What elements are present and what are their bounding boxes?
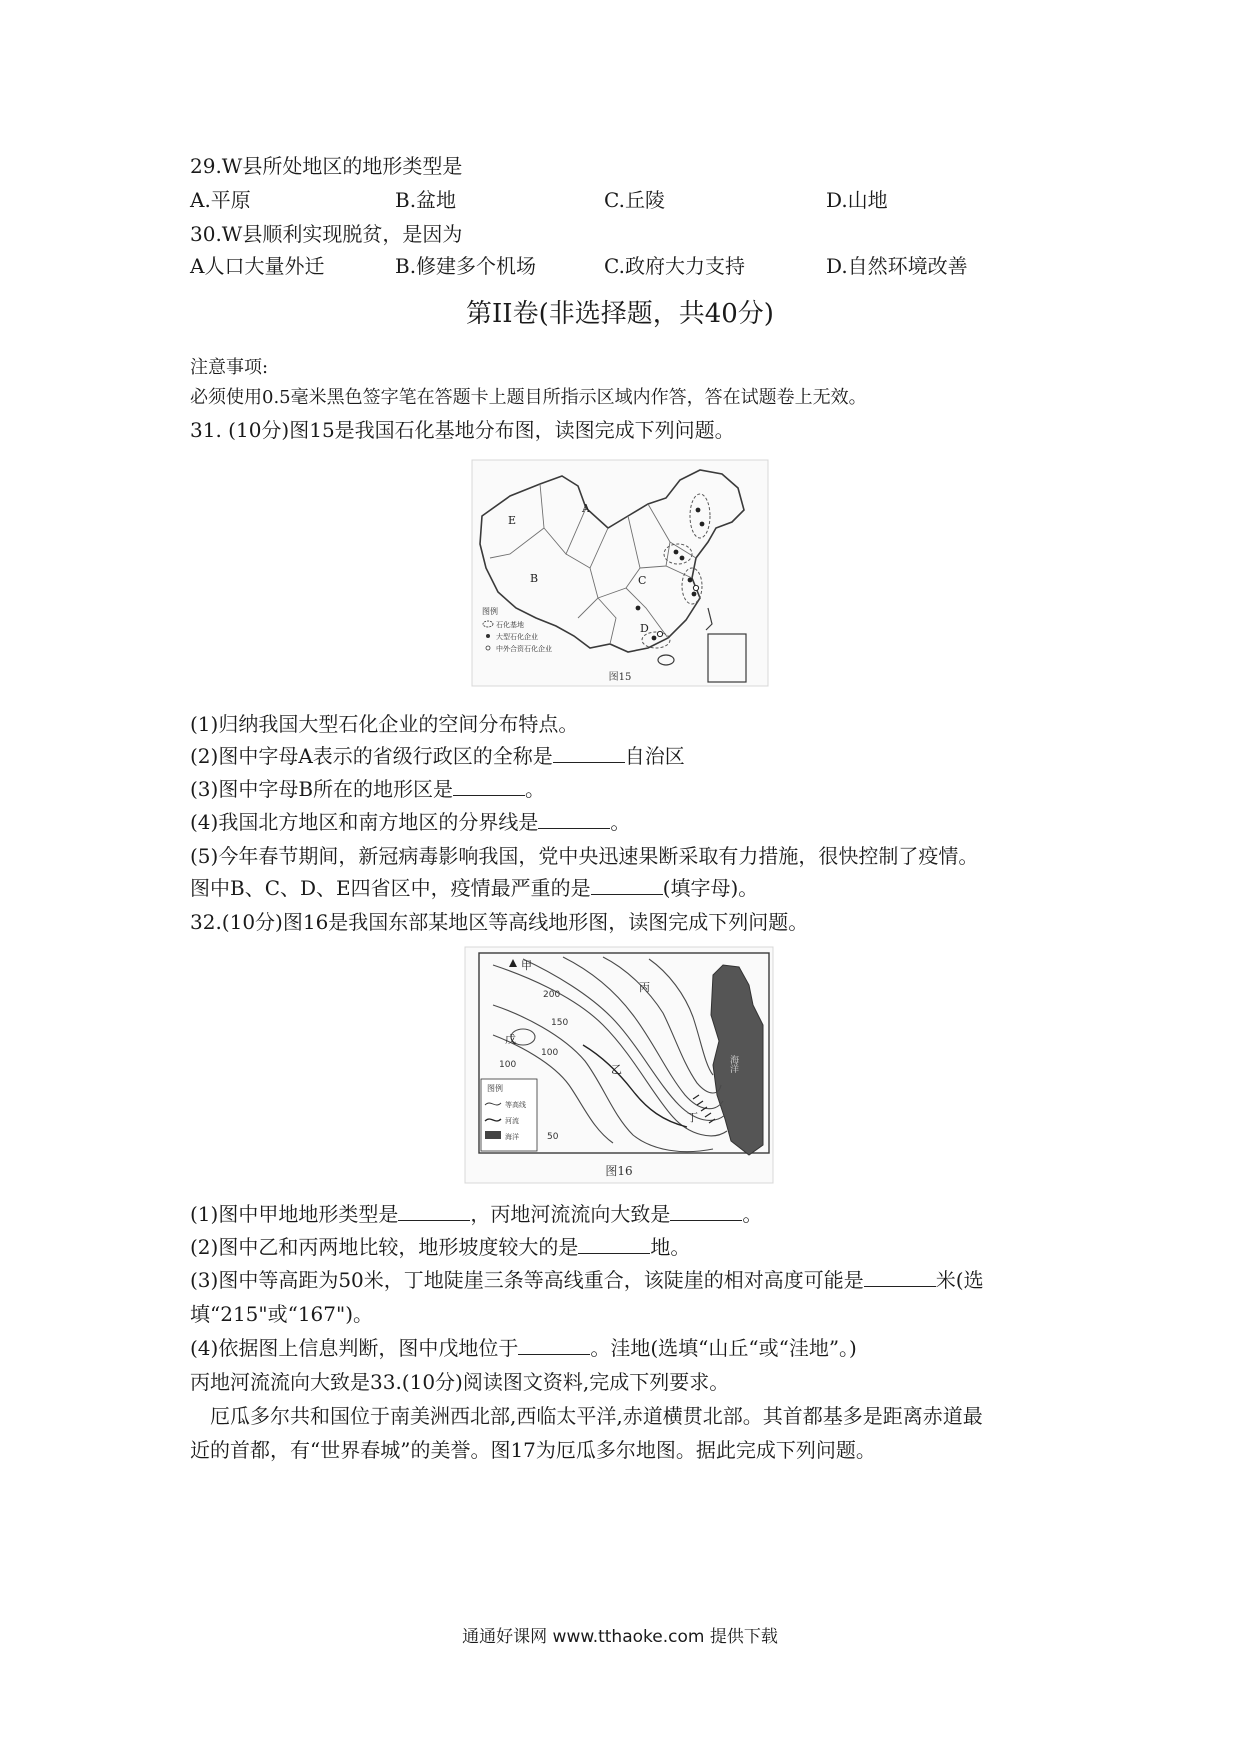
figure-15-legend-title: 图例 xyxy=(482,607,498,616)
figure-16-contour-label: 100 xyxy=(499,1060,517,1070)
q30-option-c: C.政府大力支持 xyxy=(604,254,745,278)
figure-15-letter-c: C xyxy=(638,574,647,587)
notice-title: 注意事项: xyxy=(190,357,269,378)
q29-option-b: B.盆地 xyxy=(395,188,457,212)
q31-stem: 31. (10分)图15是我国石化基地分布图，读图完成下列问题。 xyxy=(190,418,735,442)
figure-16-legend-item: 海洋 xyxy=(505,1133,519,1141)
figure-15-legend-item: 中外合资石化企业 xyxy=(496,645,552,653)
q32-sub2-suffix: 地。 xyxy=(650,1235,691,1259)
q31-sub2-text: (2)图中字母A表示的省级行政区的全称是 xyxy=(190,744,553,768)
answer-blank xyxy=(553,742,625,763)
q32-sub1-text: (1)图中甲地地形类型是 xyxy=(190,1202,399,1226)
figure-16-legend-title: 图例 xyxy=(487,1084,503,1093)
q32-sub3-text: (3)图中等高距为50米，丁地陡崖三条等高线重合，该陡崖的相对高度可能是 xyxy=(190,1268,864,1292)
answer-blank xyxy=(864,1266,936,1287)
figure-16-legend xyxy=(481,1079,537,1151)
figure-16-sea-label: 海洋 xyxy=(728,1055,738,1073)
q32-sub1 xyxy=(190,1200,762,1228)
figure-15-letter-e: E xyxy=(508,514,517,527)
q32-stem: 32.(10分)图16是我国东部某地区等高线地形图，读图完成下列问题。 xyxy=(190,910,809,934)
q29-option-a: A.平原 xyxy=(190,188,251,212)
q31-sub3 xyxy=(190,775,545,803)
figure-16-label-jia: 甲 xyxy=(521,959,532,972)
figure-16-legend-item: 等高线 xyxy=(505,1101,526,1109)
q30-option-b: B.修建多个机场 xyxy=(395,254,537,278)
figure-16-legend-item: 河流 xyxy=(505,1117,519,1125)
answer-blank xyxy=(578,1233,650,1254)
figure-15-legend-item: 石化基地 xyxy=(496,621,524,629)
q32-sub4-suffix: 。洼地(选填“山丘“或“洼地”。) xyxy=(590,1336,857,1360)
q32-sub4 xyxy=(190,1334,857,1362)
q32-sub1-suffix: 。 xyxy=(742,1202,763,1226)
q31-sub4-text: (4)我国北方地区和南方地区的分界线是 xyxy=(190,810,539,834)
answer-blank xyxy=(518,1334,590,1355)
figure-16-contour-label: 100 xyxy=(541,1048,559,1058)
figure-15-caption: 图15 xyxy=(608,672,632,683)
q31-sub2-suffix: 自治区 xyxy=(624,744,685,768)
q32-sub3-suffix: 米(选 xyxy=(935,1268,984,1292)
section-title: 第II卷(非选择题，共40分) xyxy=(466,299,774,329)
q31-sub4-suffix: 。 xyxy=(610,810,631,834)
q33-paragraph-line2: 近的首都，有“世界春城”的美誉。图17为厄瓜多尔地图。据此完成下列问题。 xyxy=(190,1438,876,1462)
answer-blank xyxy=(591,874,663,895)
q30-stem: 30.W县顺利实现脱贫，是因为 xyxy=(190,222,463,246)
footer-download-note: 通通好课网 www.tthaoke.com 提供下载 xyxy=(462,1627,778,1647)
q29-option-d: D.山地 xyxy=(826,188,888,212)
figure-16-label-bing: 丙 xyxy=(639,981,650,994)
figure-16-contour-map xyxy=(463,945,775,1185)
q31-sub4 xyxy=(190,808,630,836)
q29-stem: 29.W县所处地区的地形类型是 xyxy=(190,154,463,178)
q33-paragraph-line1: 厄瓜多尔共和国位于南美洲西北部,西临太平洋,赤道横贯北部。其首都基多是距离赤道最 xyxy=(210,1404,983,1428)
answer-blank xyxy=(453,775,525,796)
answer-blank xyxy=(670,1200,742,1221)
figure-16-label-ding: 丁 xyxy=(687,1111,698,1124)
figure-16-contour-label: 200 xyxy=(543,990,561,1000)
q32-sub2-text: (2)图中乙和丙两地比较，地形坡度较大的是 xyxy=(190,1235,579,1259)
q31-sub5-line2 xyxy=(190,874,758,902)
figure-15-letter-a: A xyxy=(582,502,590,515)
q29-option-c: C.丘陵 xyxy=(604,188,665,212)
q31-sub3-suffix: 。 xyxy=(525,777,546,801)
figure-16-contour-label: 150 xyxy=(551,1018,569,1028)
figure-15-letter-b: B xyxy=(530,572,539,585)
figure-16-caption: 图16 xyxy=(605,1164,633,1178)
figure-15-letter-d: D xyxy=(640,622,649,635)
q31-sub5-suffix: (填字母)。 xyxy=(662,876,759,900)
figure-15-legend-item: 大型石化企业 xyxy=(496,633,538,641)
q31-sub5-text: 图中B、C、D、E四省区中，疫情最严重的是 xyxy=(190,876,591,900)
q32-sub4-text: (4)依据图上信息判断，图中戊地位于 xyxy=(190,1336,519,1360)
q32-sub3-line2: 填“215"或“167")。 xyxy=(190,1302,373,1326)
figure-15-china-petrochemical-map xyxy=(470,458,770,688)
answer-blank xyxy=(538,808,610,829)
q31-sub5-line1: (5)今年春节期间，新冠病毒影响我国，党中央迅速果断采取有力措施，很快控制了疫情。 xyxy=(190,844,979,868)
q31-sub2 xyxy=(190,742,685,770)
notice-text: 必须使用0.5毫米黑色签字笔在答题卡上题目所指示区域内作答，答在试题卷上无效。 xyxy=(190,387,867,408)
q32-sub3-line1 xyxy=(190,1266,984,1294)
q32-sub1-mid: ，丙地河流流向大致是 xyxy=(470,1202,671,1226)
q32-sub2 xyxy=(190,1233,690,1261)
figure-16-label-yi: 乙 xyxy=(611,1063,622,1076)
q31-sub3-text: (3)图中字母B所在的地形区是 xyxy=(190,777,454,801)
q31-sub1: (1)归纳我国大型石化企业的空间分布特点。 xyxy=(190,712,579,736)
figure-16-label-wu: 戊 xyxy=(505,1033,516,1046)
q33-line1: 丙地河流流向大致是33.(10分)阅读图文资料,完成下列要求。 xyxy=(190,1370,730,1394)
figure-16-contour-label: 50 xyxy=(547,1132,559,1142)
answer-blank xyxy=(398,1200,470,1221)
q30-option-d: D.自然环境改善 xyxy=(826,254,968,278)
q30-option-a: A人口大量外迁 xyxy=(190,254,325,278)
